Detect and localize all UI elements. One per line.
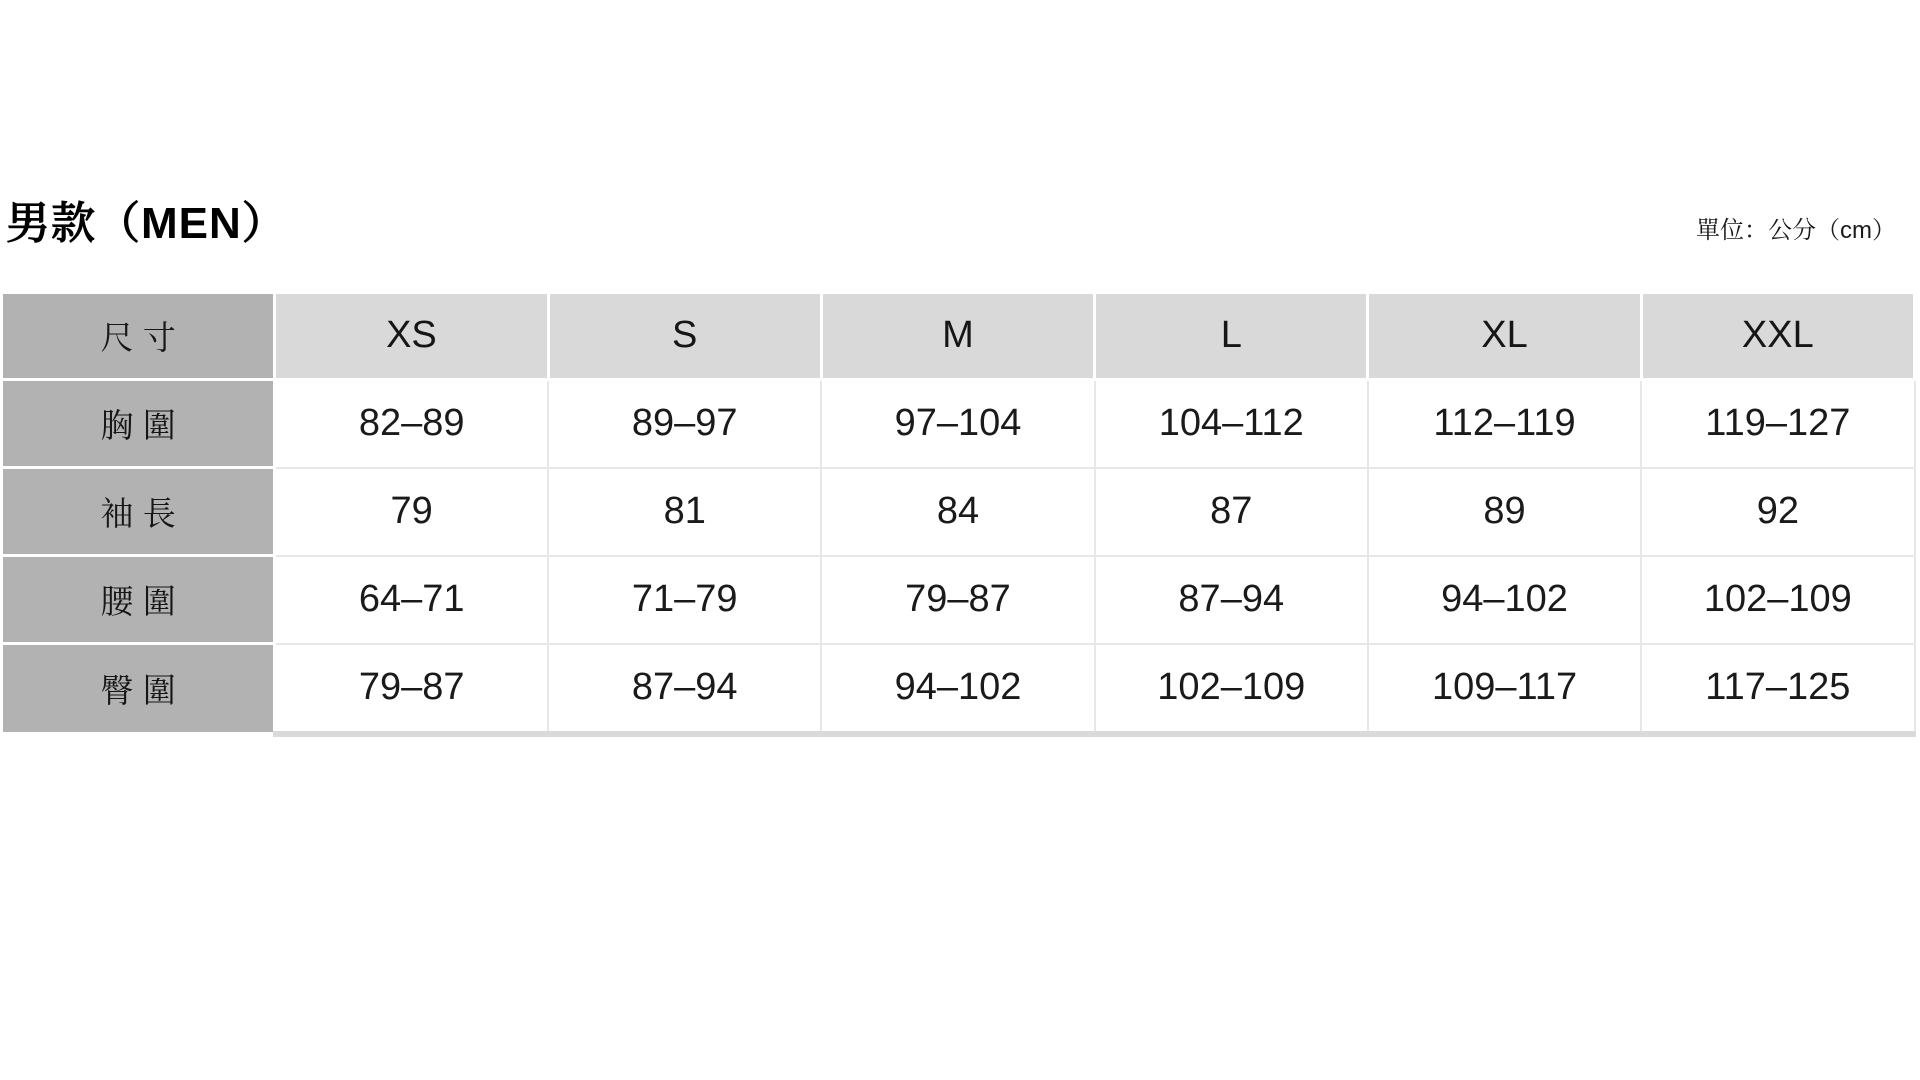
value-cell: 82–89 — [275, 379, 548, 468]
value-cell: 92 — [1641, 468, 1914, 556]
value-cell: 89 — [1368, 468, 1641, 556]
table-row — [2, 644, 1915, 734]
value-cell: 79 — [275, 468, 548, 556]
row-label-cell: 胸 圍 — [2, 379, 275, 468]
value-cell: 102–109 — [1641, 556, 1914, 644]
table-row — [2, 556, 1915, 644]
value-cell: 109–117 — [1368, 644, 1641, 734]
value-cell: 94–102 — [1368, 556, 1641, 644]
value-cell: 79–87 — [821, 556, 1094, 644]
size-header-cell-xs: XS — [275, 292, 548, 379]
value-cell: 79–87 — [275, 644, 548, 734]
row-label-cell: 腰 圍 — [2, 556, 275, 644]
size-header-cell-s: S — [548, 292, 821, 379]
row-label-cell: 臀 圍 — [2, 644, 275, 734]
value-cell: 94–102 — [821, 644, 1094, 734]
value-cell: 104–112 — [1095, 379, 1368, 468]
size-header-cell-xl: XL — [1368, 292, 1641, 379]
value-cell: 64–71 — [275, 556, 548, 644]
table-row — [2, 468, 1915, 556]
value-cell: 119–127 — [1641, 379, 1914, 468]
value-cell: 71–79 — [548, 556, 821, 644]
value-cell: 81 — [548, 468, 821, 556]
row-label-cell: 袖 長 — [2, 468, 275, 556]
size-table-body — [2, 379, 1915, 734]
size-header-row — [2, 292, 1915, 379]
chart-header — [0, 0, 1920, 251]
value-cell: 102–109 — [1095, 644, 1368, 734]
table-row — [2, 379, 1915, 468]
unit-note: 單位：公分（cm） — [1696, 217, 1896, 244]
size-header-cell-l: L — [1095, 292, 1368, 379]
size-header-cell-m: M — [821, 292, 1094, 379]
size-header-cell-xxl: XXL — [1641, 292, 1914, 379]
size-table — [0, 291, 1916, 737]
value-cell: 87–94 — [548, 644, 821, 734]
value-cell: 117–125 — [1641, 644, 1914, 734]
page-title: 男款（MEN） — [6, 199, 287, 248]
value-cell: 112–119 — [1368, 379, 1641, 468]
value-cell: 87 — [1095, 468, 1368, 556]
value-cell: 89–97 — [548, 379, 821, 468]
value-cell: 84 — [821, 468, 1094, 556]
corner-cell-size-label: 尺 寸 — [2, 292, 275, 379]
value-cell: 87–94 — [1095, 556, 1368, 644]
value-cell: 97–104 — [821, 379, 1094, 468]
size-table-head — [2, 292, 1915, 379]
